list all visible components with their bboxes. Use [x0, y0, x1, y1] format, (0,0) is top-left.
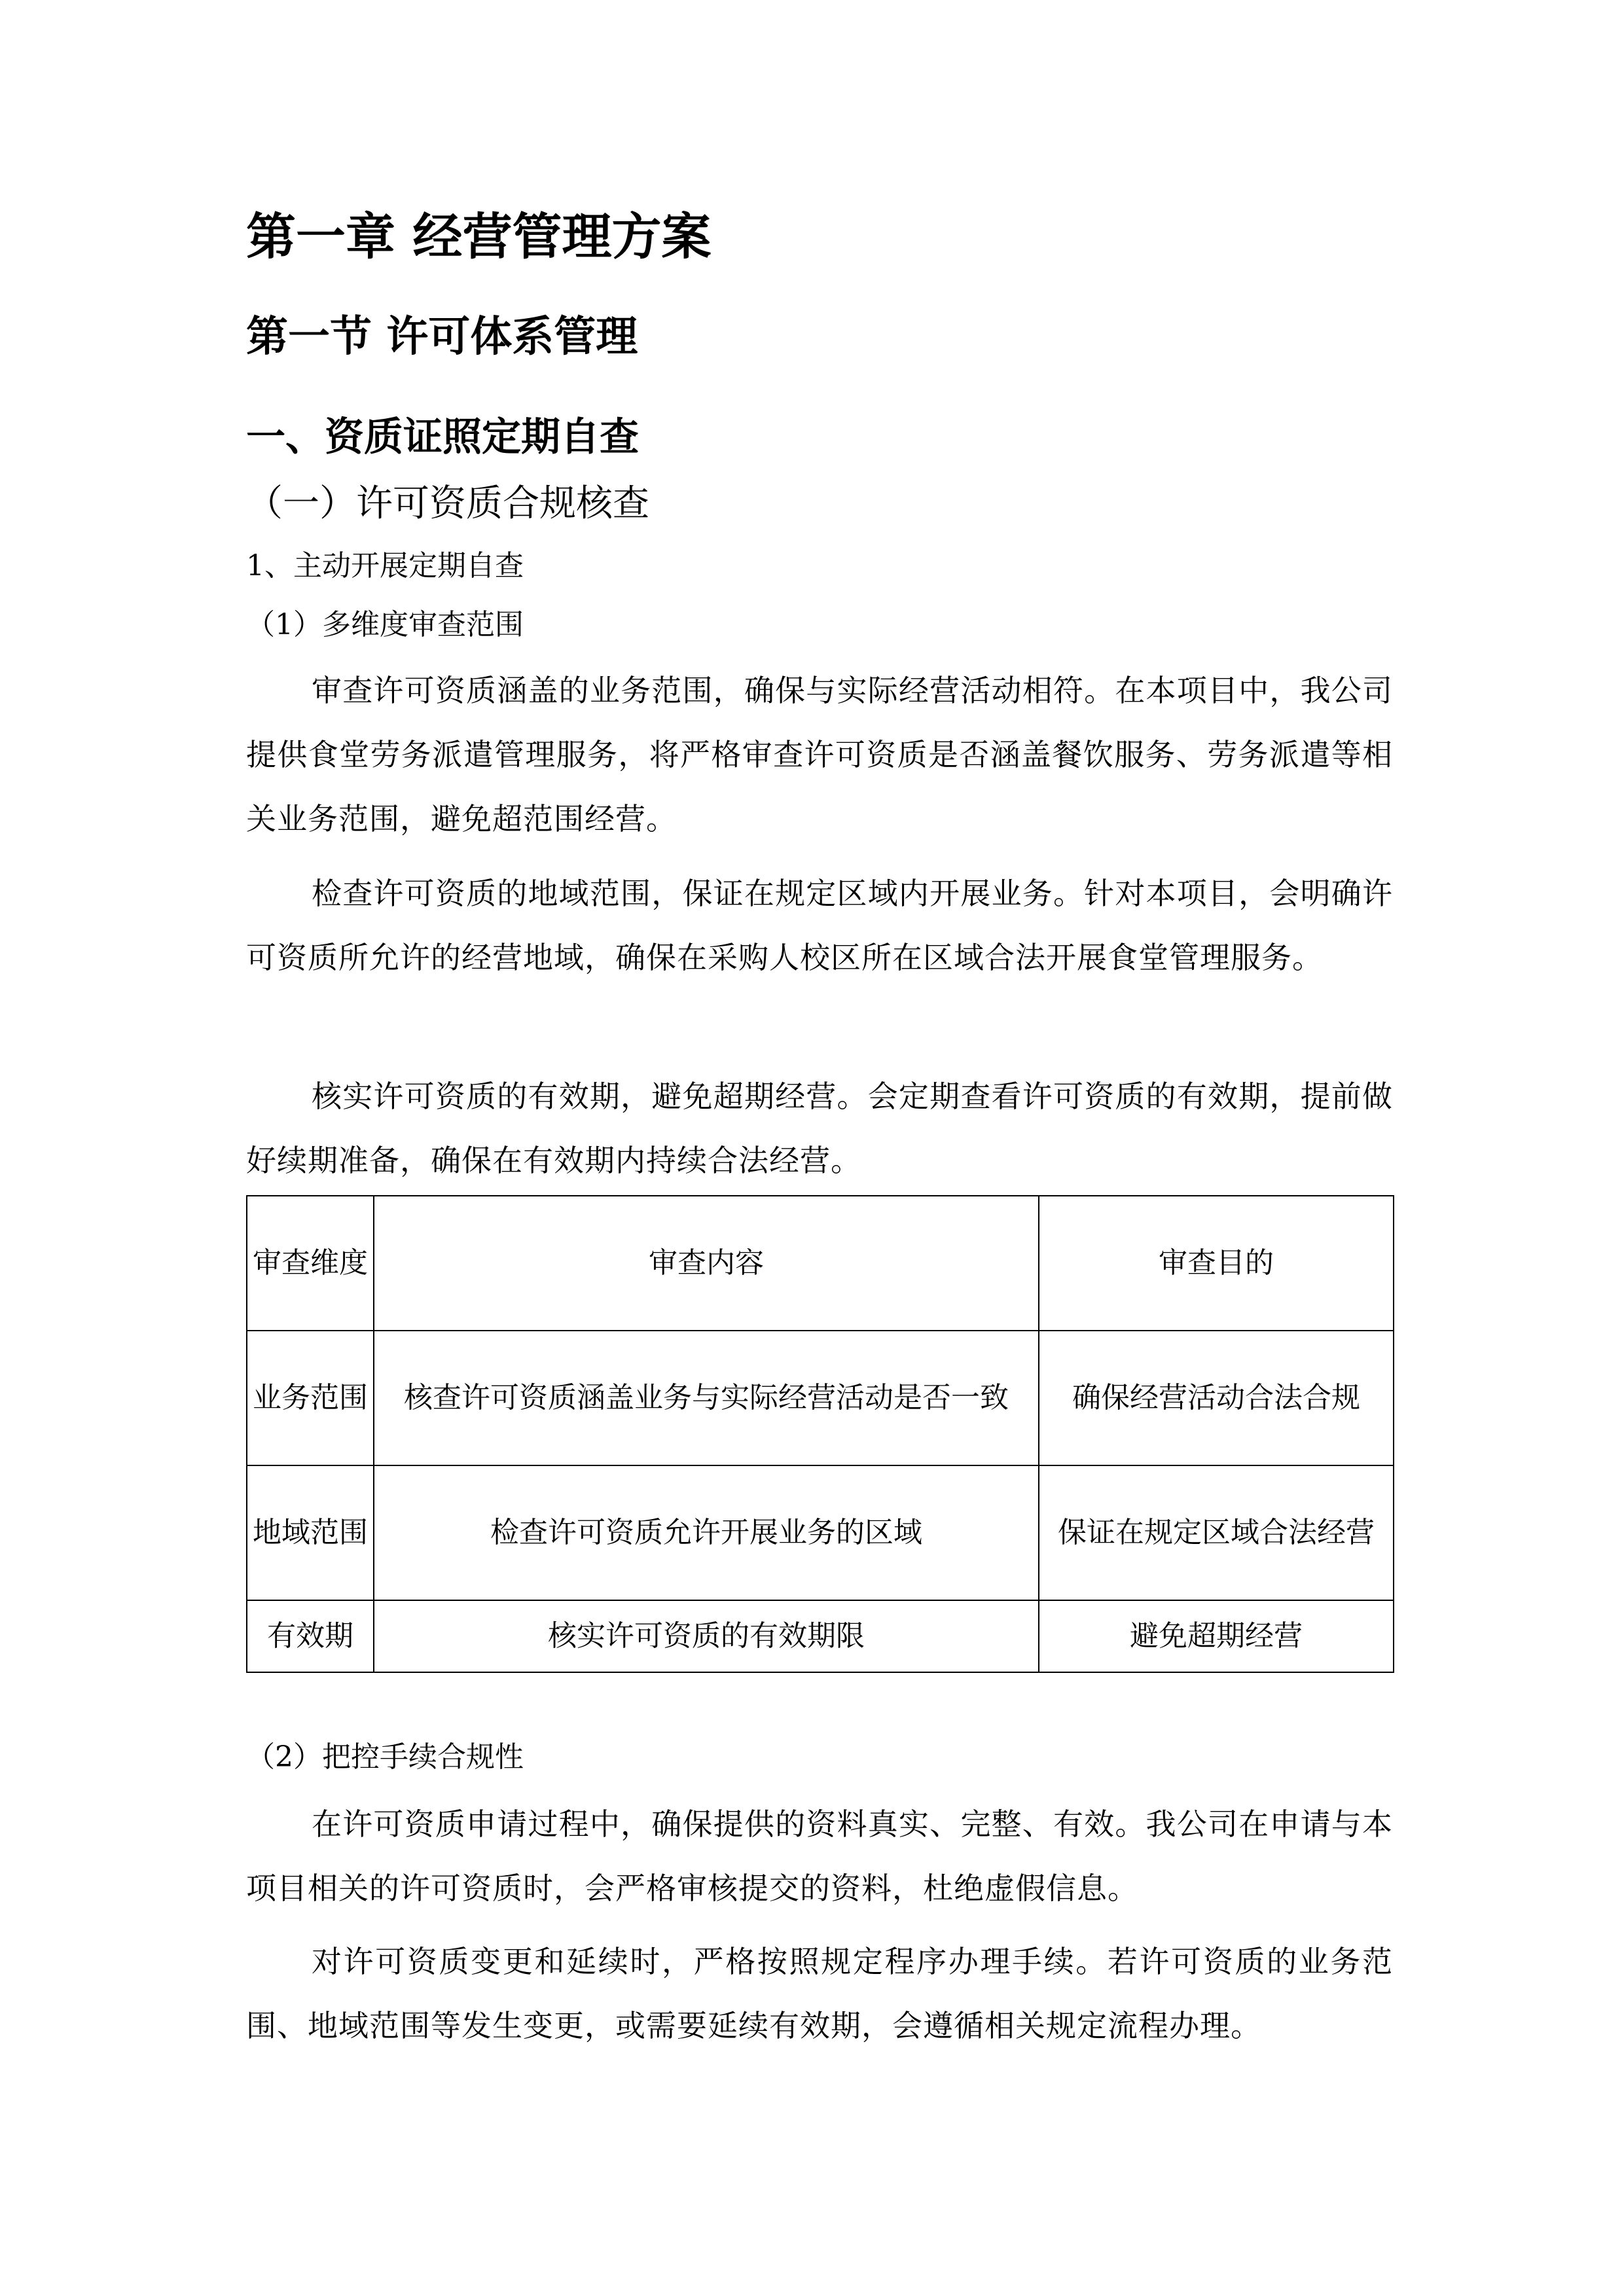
cell-dimension: 地域范围 — [247, 1465, 374, 1600]
cell-content: 检查许可资质允许开展业务的区域 — [374, 1465, 1039, 1600]
item-heading: 1、主动开展定期自查 — [246, 549, 524, 583]
chapter-title: 第一章 经营管理方案 — [246, 207, 712, 266]
cell-purpose: 确保经营活动合法合规 — [1039, 1331, 1394, 1465]
subsection-subheading: （一）许可资质合规核查 — [246, 482, 649, 525]
table-row — [247, 1331, 1394, 1465]
review-table — [246, 1195, 1394, 1673]
cell-dimension: 业务范围 — [247, 1331, 374, 1465]
paragraph-region-scope: 检查许可资质的地域范围，保证在规定区域内开展业务。针对本项目，会明确许可资质所允许的经营地域，确保在采购人校区所在区域合法开展食堂管理服务。 — [246, 876, 1393, 975]
cell-purpose: 避免超期经营 — [1039, 1600, 1394, 1672]
header-content: 审查内容 — [374, 1196, 1039, 1331]
cell-dimension: 有效期 — [247, 1600, 374, 1672]
paragraph-application-materials: 在许可资质申请过程中，确保提供的资料真实、完整、有效。我公司在申请与本项目相关的许可资质时，会严格审核提交的资料，杜绝虚假信息。 — [246, 1806, 1393, 1906]
item-subheading-scope: （1）多维度审查范围 — [246, 608, 524, 641]
item-subheading-procedure: （2）把控手续合规性 — [246, 1740, 524, 1774]
paragraph-business-scope: 审查许可资质涵盖的业务范围，确保与实际经营活动相符。在本项目中，我公司提供食堂劳务派遣管理服务，将严格审查许可资质是否涵盖餐饮服务、劳务派遣等相关业务范围，避免超范围经营。 — [246, 673, 1393, 836]
cell-content: 核实许可资质的有效期限 — [374, 1600, 1039, 1672]
header-dimension: 审查维度 — [247, 1196, 374, 1331]
paragraph-validity: 核实许可资质的有效期，避免超期经营。会定期查看许可资质的有效期，提前做好续期准备，确保在有效期内持续合法经营。 — [246, 1079, 1393, 1178]
subsection-heading: 一、资质证照定期自查 — [246, 414, 639, 460]
section-title: 第一节 许可体系管理 — [246, 312, 638, 361]
paragraph-change-renewal: 对许可资质变更和延续时，严格按照规定程序办理手续。若许可资质的业务范围、地域范围等发生变更，或需要延续有效期，会遵循相关规定流程办理。 — [246, 1944, 1393, 2043]
cell-purpose: 保证在规定区域合法经营 — [1039, 1465, 1394, 1600]
table-row — [247, 1465, 1394, 1600]
table-header-row — [247, 1196, 1394, 1331]
cell-content: 核查许可资质涵盖业务与实际经营活动是否一致 — [374, 1331, 1039, 1465]
table-row — [247, 1600, 1394, 1672]
header-purpose: 审查目的 — [1039, 1196, 1394, 1331]
